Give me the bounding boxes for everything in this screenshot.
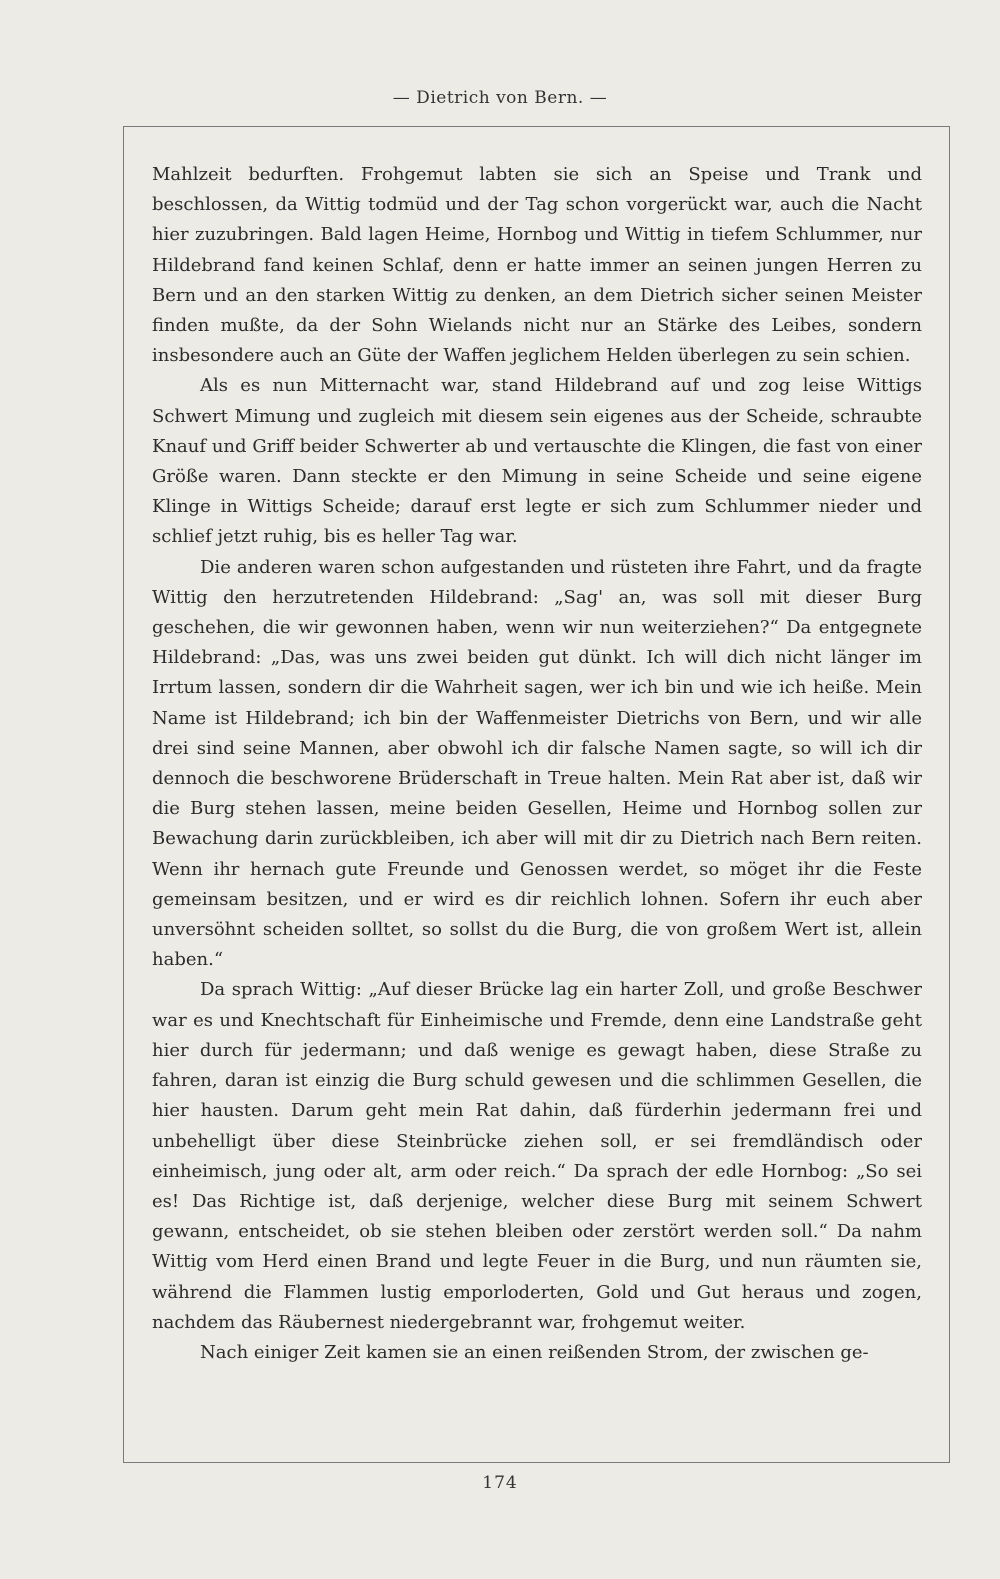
paragraph: Mahlzeit bedurften. Frohgemut labten sie sich an Speise und Trank und beschlossen, da Wittig todmüd und der Tag schon vorgerückt war, auch die Nacht hier zuzubringen. Bald lagen Heime, Hornbog und Wittig in tiefem Schlummer, nur Hildebrand fand keinen Schlaf, denn er hatte immer an seinen jungen Herren zu Bern und an den starken Wittig zu denken, an dem Dietrich sicher seinen Meister finden mußte, da der Sohn Wielands nicht nur an Stärke des Leibes, sondern insbesondere auch an Güte der Waffen jeglichem Helden überlegen zu sein schien. (152, 164, 922, 367)
page-number: 174 (482, 1473, 518, 1493)
paragraph: Da sprach Wittig: „Auf dieser Brücke lag ein harter Zoll, und große Beschwer war es und Knechtschaft für Einheimische und Fremde, denn eine Landstraße geht hier durch für jedermann; und daß wenige es gewagt haben, diese Straße zu fahren, daran ist einzig die Burg schuld gewesen und die schlimmen Gesellen, die hier hausten. Darum geht mein Rat dahin, daß fürderhin jedermann frei und unbehelligt über diese Steinbrücke ziehen soll, er sei fremdländisch oder einheimisch, jung oder alt, arm oder reich.“ Da sprach der edle Hornbog: „So sei es! Das Richtige ist, daß derjenige, welcher diese Burg mit seinem Schwert gewann, entscheidet, ob sie stehen bleiben oder zerstört werden soll.“ Da nahm Wittig vom Herd einen Brand und legte Feuer in die Burg, und nun räumten sie, während die Flammen lustig emporloderten, Gold und Gut heraus und zogen, nachdem das Räubernest niedergebrannt war, frohgemut weiter. (152, 979, 922, 1333)
paragraph: Nach einiger Zeit kamen sie an einen reißenden Strom, der zwischen ge- (200, 1341, 869, 1363)
running-title: — Dietrich von Bern. — (392, 88, 608, 108)
body-text (152, 160, 922, 1368)
paragraph: Als es nun Mitternacht war, stand Hildebrand auf und zog leise Wittigs Schwert Mimung und zugleich mit diesem sein eigenes aus der Scheide, schraubte Knauf und Griff beider Schwerter ab und vertauschte die Klingen, die fast von einer Größe waren. Dann steckte er den Mimung in seine Scheide und seine eigene Klinge in Wittigs Scheide; darauf erst legte er sich zum Schlummer nieder und schlief jetzt ruhig, bis es heller Tag war. (152, 375, 922, 548)
paragraph: Die anderen waren schon aufgestanden und rüsteten ihre Fahrt, und da fragte Wittig den herzutretenden Hildebrand: „Sag' an, was soll mit dieser Burg geschehen, die wir gewonnen haben, wenn wir nun weiterziehen?“ Da entgegnete Hildebrand: „Das, was uns zwei beiden gut dünkt. Ich will dich nicht länger im Irrtum lassen, sondern dir die Wahrheit sagen, wer ich bin und wie ich heiße. Mein Name ist Hildebrand; ich bin der Waffenmeister Dietrichs von Bern, und wir alle drei sind seine Mannen, aber obwohl ich dir falsche Namen sagte, so will ich dir dennoch die beschworene Brüderschaft in Treue halten. Mein Rat aber ist, daß wir die Burg stehen lassen, meine beiden Gesellen, Heime und Hornbog sollen zur Bewachung darin zurückbleiben, ich aber will mit dir zu Dietrich nach Bern reiten. Wenn ihr hernach gute Freunde und Genossen werdet, so möget ihr die Feste gemeinsam besitzen, und er wird es dir reichlich lohnen. Sofern ihr euch aber unversöhnt scheiden solltet, so sollst du die Burg, die von großem Wert ist, allein haben.“ (152, 556, 922, 971)
